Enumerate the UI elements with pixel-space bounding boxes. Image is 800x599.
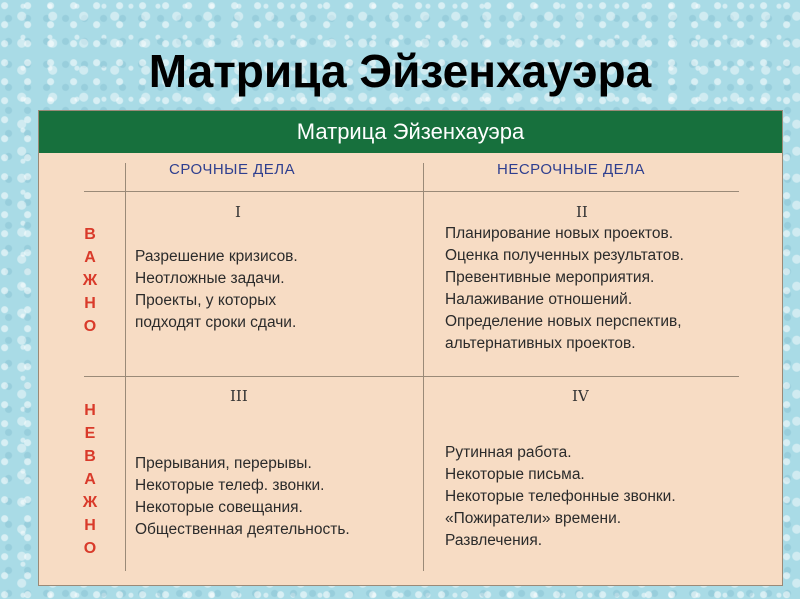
column-divider (423, 163, 424, 571)
side-letter: О (83, 540, 97, 557)
slide-title: Матрица Эйзенхауэра (148, 45, 652, 97)
quadrant-4-numeral: IV (572, 387, 589, 405)
list-item: Оценка полученных результатов. (445, 247, 684, 264)
list-item: Некоторые совещания. (135, 499, 303, 516)
side-letter: В (84, 448, 96, 465)
side-letter: О (83, 318, 97, 335)
list-item: «Пожиратели» времени. (445, 510, 622, 527)
column-header-urgent: СРОЧНЫЕ ДЕЛА (169, 161, 296, 178)
list-item: Общественная деятельность. (135, 521, 350, 538)
quadrant-1-numeral: I (235, 203, 241, 221)
side-label-not-important (79, 399, 101, 560)
list-item: Определение новых перспектив, (445, 313, 682, 330)
side-letter: Н (84, 517, 96, 534)
eisenhower-matrix-card (38, 110, 783, 586)
column-header-not-urgent: НЕСРОЧНЫЕ ДЕЛА (497, 161, 645, 178)
list-item: Налаживание отношений. (445, 291, 633, 308)
quadrant-3-list (135, 453, 350, 541)
quadrant-4-list (445, 442, 676, 552)
list-item: Некоторые телеф. звонки. (135, 477, 325, 494)
list-item: Некоторые письма. (445, 466, 585, 483)
side-label-important (79, 223, 101, 338)
list-item: подходят сроки сдачи. (135, 314, 297, 331)
side-letter: Е (84, 425, 96, 442)
side-letter: Ж (82, 494, 98, 511)
list-item: Проекты, у которых (135, 292, 277, 309)
quadrant-2-list (445, 223, 684, 355)
side-letter: Н (84, 295, 96, 312)
side-letter: Н (84, 402, 96, 419)
row-divider (84, 376, 739, 377)
list-item: Разрешение кризисов. (135, 248, 298, 265)
list-item: Некоторые телефонные звонки. (445, 488, 676, 505)
label-column-divider (125, 163, 126, 571)
list-item: Прерывания, перерывы. (135, 455, 312, 472)
side-letter: А (84, 471, 96, 488)
quadrant-1-list (135, 246, 298, 334)
side-letter: В (84, 226, 96, 243)
quadrant-3-numeral: III (230, 387, 248, 405)
quadrant-2-numeral: II (576, 203, 588, 221)
list-item: альтернативных проектов. (445, 335, 636, 352)
list-item: Превентивные мероприятия. (445, 269, 655, 286)
matrix-header: Матрица Эйзенхауэра (39, 111, 782, 153)
list-item: Рутинная работа. (445, 444, 572, 461)
header-divider (84, 191, 739, 192)
side-letter: А (84, 249, 96, 266)
list-item: Неотложные задачи. (135, 270, 285, 287)
list-item: Развлечения. (445, 532, 543, 549)
side-letter: Ж (82, 272, 98, 289)
list-item: Планирование новых проектов. (445, 225, 673, 242)
